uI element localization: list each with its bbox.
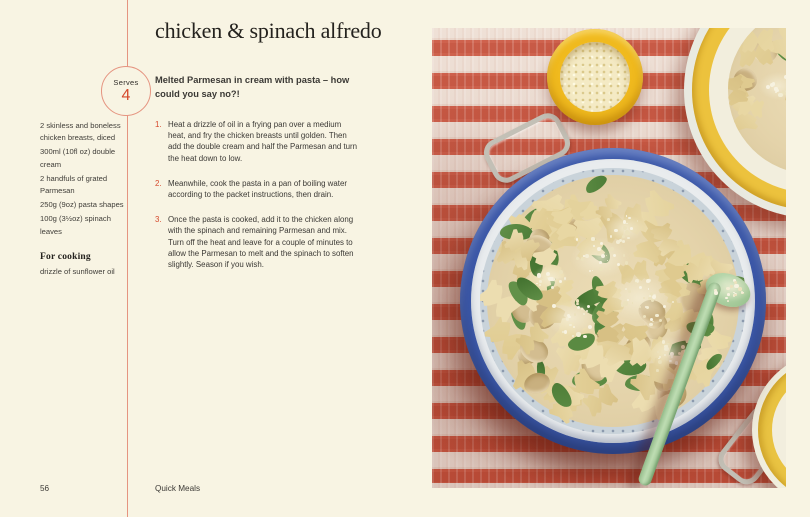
parm-dot [568,316,570,318]
parm-dot [613,254,616,257]
section-label: Quick Meals [155,484,201,493]
ingredient-item: 250g (9oz) pasta shapes [40,200,124,210]
parm-dot [576,238,578,240]
parm-dot [646,306,649,309]
parm-dot [536,283,538,285]
parm-dot [593,245,595,247]
ingredient-item: 300ml (10fl oz) double cream [40,147,116,169]
ingredient-item: 100g (3½oz) spinach leaves [40,214,111,236]
for-cooking-item: drizzle of sunflower oil [40,267,115,277]
parm-dot [671,356,673,358]
parm-dot [623,301,627,305]
parm-dot [581,257,584,260]
parmesan-bowl [547,29,643,125]
parm-dot [649,295,651,297]
parm-dot [734,284,738,288]
parm-patch [606,274,674,322]
parm-dot [649,323,653,327]
parm-dot [559,324,561,326]
parm-dot [658,360,662,364]
parm-dot [741,291,744,294]
parm-dot [539,280,542,283]
parm-dot [566,317,569,320]
for-cooking-heading: For cooking [40,251,91,262]
parm-dot [609,268,611,270]
step-text: Once the pasta is cooked, add it to the chicken along with the spinach and remaining Parmesan and mix. Turn off the heat and leave for a couple of minutes to allow the Parmesan to melt and the spinach to soften slightly. Season if you wish. [168,215,354,270]
parm-dot [730,285,732,287]
parm-dot [627,232,630,235]
parm-dot [622,240,625,243]
parm-dot [727,300,729,302]
parm-dot [599,267,603,271]
parm-dot [583,317,585,319]
parm-dot [635,282,637,284]
parm-dot [617,263,620,266]
parm-dot [576,303,579,306]
parm-patch [712,274,752,302]
parm-dot [622,235,625,238]
parm-dot [599,251,601,253]
parm-dot [591,237,594,240]
ingredients-list [40,120,124,280]
parm-dot [576,299,579,302]
parm-dot [607,218,610,221]
parm-dot [659,356,661,358]
parm-dot [628,217,631,220]
parm-dot [656,369,659,372]
parm-dot [766,85,770,89]
recipe-photo [432,28,786,488]
step-item [155,214,360,270]
parm-dot [599,261,602,264]
page-number: 56 [40,484,50,493]
step-text: Meanwhile, cook the pasta in a pan of boiling water according to the packet instructions, then drain. [168,178,347,200]
step-item [155,119,360,164]
parm-dot [559,270,563,274]
parm-dot [626,215,628,217]
parm-dot [646,279,650,283]
parm-dot [784,92,786,95]
parm-dot [569,324,571,326]
step-text: Heat a drizzle of oil in a frying pan over a medium heat, and fry the chicken breasts until golden. Then add the double cream and half the Parmesan and turn the heat down to low. [168,120,358,163]
step-number: 2. [155,178,162,188]
parm-dot [537,273,541,277]
parm-dot [714,291,718,295]
recipe-intro: Melted Parmesan in cream with pasta – how could you say no?! [155,75,350,99]
serves-label: Serves [113,77,139,87]
parm-dot [725,297,727,299]
parm-dot [785,88,786,92]
parm-dot [551,286,554,289]
serves-value: 4 [121,86,131,104]
parm-dot [727,293,730,296]
parm-dot [784,75,786,79]
ingredient-item: 2 handfuls of grated Parmesan [40,173,108,196]
step-number: 1. [155,120,162,129]
parm-dot [628,290,631,293]
parm-dot [778,93,782,97]
ingredient-item: 2 skinless and boneless chicken breasts, diced [40,121,121,143]
parm-dot [610,235,613,238]
parm-dot [672,301,674,303]
parm-dot [614,229,617,232]
parm-dot [770,83,774,87]
step-number: 3. [155,215,162,225]
parm-dot [585,254,588,257]
parm-dot [726,287,730,291]
grated-parmesan [560,42,630,112]
serves-badge [101,66,151,116]
parm-dot [623,226,627,230]
parm-dot [564,277,566,279]
parm-dot [662,340,666,344]
parm-dot [625,261,628,264]
parm-dot [546,272,550,276]
steps-list [155,119,360,284]
recipe-title: chicken & spinach alfredo [155,18,382,43]
step-item [155,178,360,200]
parm-dot [576,332,580,336]
parmesan-on-spoon [702,266,762,312]
